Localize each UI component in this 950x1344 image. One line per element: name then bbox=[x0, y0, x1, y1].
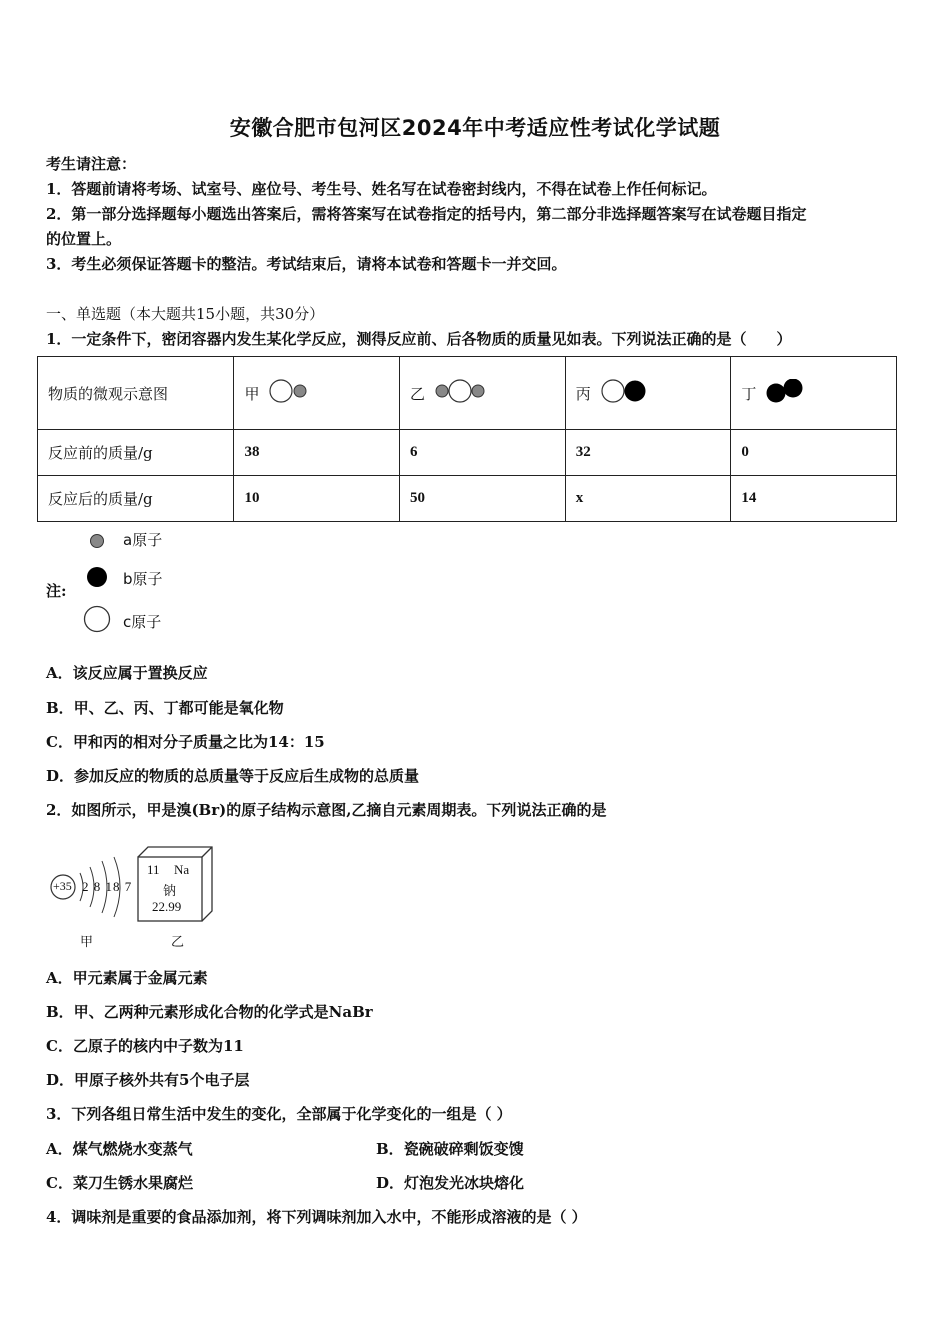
q2-option-a: A．甲元素属于金属元素 bbox=[46, 969, 208, 987]
before-bing: 32 bbox=[565, 430, 731, 476]
legend-a: a原子 bbox=[123, 531, 163, 549]
electron-shells: 2 8 18 7 bbox=[82, 879, 133, 894]
table-row bbox=[38, 476, 897, 522]
after-bing: x bbox=[565, 476, 731, 522]
notice-item-2: 2．第一部分选择题每小题选出答案后，需将答案写在试卷指定的括号内，第二部分非选择题答案写在试卷题目指定 bbox=[46, 205, 807, 223]
notice-item-3: 3．考生必须保证答题卡的整洁。考试结束后，请将本试卷和答题卡一并交回。 bbox=[46, 255, 567, 273]
atom-a-icon bbox=[88, 532, 106, 550]
q4-stem: 4．调味剂是重要的食品添加剂，将下列调味剂加入水中，不能形成溶液的是（ ） bbox=[46, 1208, 587, 1226]
legend-c: c原子 bbox=[123, 613, 162, 631]
element-symbol: Na bbox=[174, 862, 190, 877]
row-header-micro: 物质的微观示意图 bbox=[38, 357, 234, 430]
q2-figure bbox=[46, 845, 226, 955]
notice-item-2-cont: 的位置上。 bbox=[46, 230, 122, 248]
section-heading: 一、单选题（本大题共15小题，共30分） bbox=[46, 305, 325, 323]
cell-substance-yi bbox=[400, 357, 566, 430]
molecule-jia-icon bbox=[268, 379, 312, 407]
after-ding: 14 bbox=[731, 476, 897, 522]
element-mass: 22.99 bbox=[152, 899, 182, 914]
cell-substance-jia bbox=[234, 357, 400, 430]
q3-option-b: B．瓷碗破碎剩饭变馊 bbox=[376, 1140, 524, 1158]
notice-item-1: 1．答题前请将考场、试室号、座位号、考生号、姓名写在试卷密封线内，不得在试卷上作任何标记。 bbox=[46, 180, 717, 198]
mass-table bbox=[37, 356, 897, 522]
before-yi: 6 bbox=[400, 430, 566, 476]
atom-b-icon bbox=[84, 564, 110, 590]
molecule-ding-icon bbox=[765, 379, 809, 407]
after-jia: 10 bbox=[234, 476, 400, 522]
q3-option-c: C．菜刀生锈水果腐烂 bbox=[46, 1174, 193, 1192]
page-title: 安徽合肥市包河区2024年中考适应性考试化学试题 bbox=[229, 116, 721, 140]
before-ding: 0 bbox=[731, 430, 897, 476]
figure-label-yi: 乙 bbox=[171, 935, 185, 950]
q1-option-b: B．甲、乙、丙、丁都可能是氧化物 bbox=[46, 699, 284, 717]
notice-heading: 考生请注意： bbox=[46, 155, 137, 173]
cell-substance-ding bbox=[731, 357, 897, 430]
element-name: 钠 bbox=[163, 884, 177, 899]
q2-option-c: C．乙原子的核内中子数为11 bbox=[46, 1037, 244, 1055]
q1-stem: 1．一定条件下，密闭容器内发生某化学反应，测得反应前、后各物质的质量见如表。下列说法正确的是（ ） bbox=[46, 330, 792, 348]
q1-option-d: D．参加反应的物质的总质量等于反应后生成物的总质量 bbox=[46, 767, 420, 785]
q2-stem: 2．如图所示，甲是溴(Br)的原子结构示意图,乙摘自元素周期表。下列说法正确的是 bbox=[46, 801, 607, 819]
molecule-bing-icon bbox=[600, 379, 648, 407]
q2-option-d: D．甲原子核外共有5个电子层 bbox=[46, 1071, 250, 1089]
after-yi: 50 bbox=[400, 476, 566, 522]
q1-option-a: A．该反应属于置换反应 bbox=[46, 664, 208, 682]
figure-label-jia: 甲 bbox=[80, 935, 94, 950]
molecule-yi-icon bbox=[434, 379, 490, 407]
note-label: 注: bbox=[46, 582, 67, 600]
q3-option-a: A．煤气燃烧水变蒸气 bbox=[46, 1140, 193, 1158]
substance-label: 甲 bbox=[244, 384, 260, 403]
q3-option-d: D．灯泡发光冰块熔化 bbox=[376, 1174, 525, 1192]
row-header-before: 反应前的质量/g bbox=[38, 430, 234, 476]
row-header-after: 反应后的质量/g bbox=[38, 476, 234, 522]
table-row bbox=[38, 357, 897, 430]
q3-stem: 3．下列各组日常生活中发生的变化，全部属于化学变化的一组是（ ） bbox=[46, 1105, 512, 1123]
q2-option-b: B．甲、乙两种元素形成化合物的化学式是NaBr bbox=[46, 1003, 373, 1021]
table-row bbox=[38, 430, 897, 476]
cell-substance-bing bbox=[565, 357, 731, 430]
before-jia: 38 bbox=[234, 430, 400, 476]
nucleus-label: +35 bbox=[53, 879, 72, 893]
legend-b: b原子 bbox=[123, 570, 163, 588]
substance-label: 丁 bbox=[741, 384, 757, 403]
atom-structure-diagram bbox=[46, 845, 226, 955]
atom-c-icon bbox=[82, 604, 112, 634]
substance-label: 丙 bbox=[575, 384, 591, 403]
q1-option-c: C．甲和丙的相对分子质量之比为14：15 bbox=[46, 733, 325, 751]
substance-label: 乙 bbox=[410, 384, 426, 403]
element-number: 11 bbox=[147, 862, 160, 877]
